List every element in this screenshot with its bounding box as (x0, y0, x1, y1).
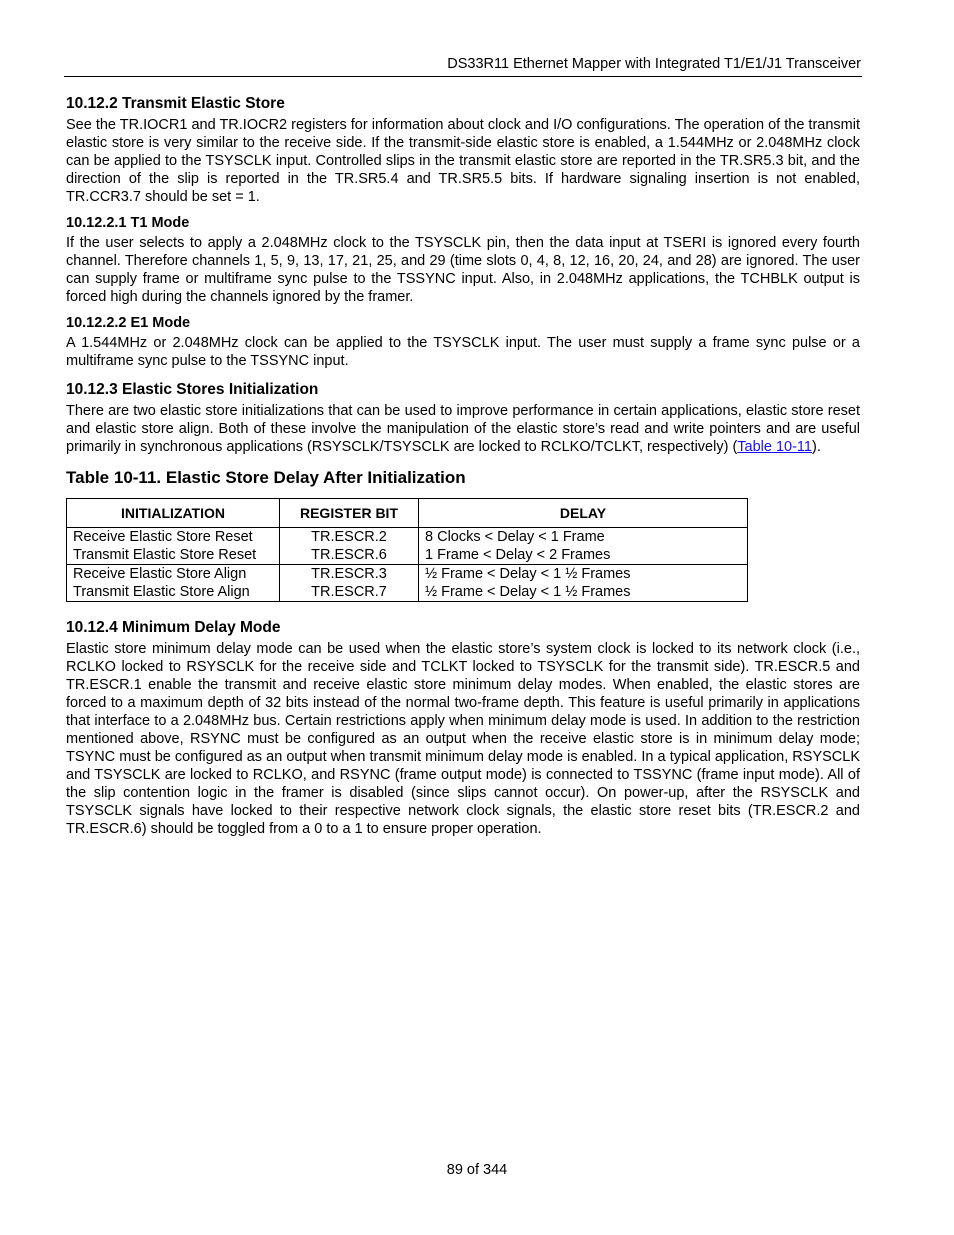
table-header-initialization: INITIALIZATION (67, 499, 280, 528)
elastic-init-text: There are two elastic store initializations that can be used to improve performance in certain applications, elastic store reset and elastic store align. Both of these involve the manipulation of the elastic store’s read and write pointers and are useful primarily in synchronous applications (RSYSCLK/TSYSCLK are locked to RCLKO/TCLKT, respectively) ( (66, 403, 860, 455)
cell-line: Transmit Elastic Store Align (73, 584, 250, 600)
table-cell-initialization (67, 565, 280, 602)
cell-line: ½ Frame < Delay < 1 ½ Frames (425, 584, 631, 600)
section-heading-elastic-init: 10.12.3 Elastic Stores Initialization (66, 381, 319, 398)
section-heading-e1-mode: 10.12.2.2 E1 Mode (66, 315, 191, 331)
section-heading-transmit-elastic-store: 10.12.2 Transmit Elastic Store (66, 95, 285, 112)
cell-line: TR.ESCR.2 (311, 529, 387, 545)
header-rule (64, 76, 862, 77)
table-cell-delay (419, 565, 748, 602)
page-header: DS33R11 Ethernet Mapper with Integrated T1/E1/J1 Transceiver (447, 56, 861, 72)
table-header-delay: DELAY (419, 499, 748, 528)
section-heading-t1-mode: 10.12.2.1 T1 Mode (66, 215, 190, 231)
table-cell-register-bit (280, 528, 419, 565)
table-cell-delay (419, 528, 748, 565)
section-body-transmit-elastic-store: See the TR.IOCR1 and TR.IOCR2 registers for information about clock and I/O configurations. The operation of the transmit elastic store is very similar to the receive side. If the transmit-side elastic store is enabled, a 1.544MHz or 2.048MHz clock can be applied to the TSYSCLK input. Controlled slips in the transmit elastic store are reported in the TR.SR5.3 bit, and the direction of the slip is reported in the TR.SR5.4 and TR.SR5.5 bits. If hardware signaling insertion is not enabled, TR.CCR3.7 should be set = 1. (66, 117, 860, 205)
table-cell-initialization (67, 528, 280, 565)
page-content (66, 94, 860, 838)
table-row (67, 565, 748, 602)
elastic-init-text-end: ). (811, 439, 821, 455)
table-reference-link[interactable]: Table 10-11 (737, 439, 812, 455)
section-body-e1-mode: A 1.544MHz or 2.048MHz clock can be applied to the TSYSCLK input. The user must supply a frame sync pulse or a multiframe sync pulse to the TSSYNC input. (66, 335, 860, 369)
cell-line: 1 Frame < Delay < 2 Frames (425, 547, 611, 563)
cell-line: TR.ESCR.7 (311, 584, 387, 600)
cell-line: Receive Elastic Store Align (73, 566, 247, 582)
cell-line: ½ Frame < Delay < 1 ½ Frames (425, 566, 631, 582)
cell-line: TR.ESCR.6 (311, 547, 387, 563)
section-body-min-delay: Elastic store minimum delay mode can be used when the elastic store’s system clock is locked to its network clock (i.e., RCLKO locked to RSYSCLK for the receive side and TCLKT locked to TSYSCLK for the transmit side). TR.ESCR.5 and TR.ESCR.1 enable the transmit and receive elastic store minimum delay modes. When enabled, the elastic stores are forced to a maximum depth of 32 bits instead of the normal two-frame depth. This feature is useful primarily in applications that interface to a 2.048MHz bus. Certain restrictions apply when minimum delay mode is used. In addition to the restriction mentioned above, RSYNC must be configured as an output when the receive elastic store is in minimum delay mode; TSYNC must be configured as an output when transmit minimum delay mode is enabled. In a typical application, RSYSCLK and TSYSCLK are locked to RCLKO, and RSYNC (frame output mode) is connected to TSSYNC (frame input mode). All of the slip contention logic in the framer is disabled (since slips cannot occur). On power-up, after the RSYSCLK and TSYSCLK signals have locked to their respective network clock signals, the elastic store reset bits (TR.ESCR.2 and TR.ESCR.6) should be toggled from a 0 to a 1 to ensure proper operation. (66, 641, 860, 837)
section-heading-min-delay: 10.12.4 Minimum Delay Mode (66, 619, 281, 636)
cell-line: 8 Clocks < Delay < 1 Frame (425, 529, 605, 545)
cell-line: Transmit Elastic Store Reset (73, 547, 257, 563)
page-number: 89 of 344 (446, 1162, 508, 1178)
section-body-elastic-init (66, 402, 860, 456)
elastic-store-delay-table (66, 498, 748, 602)
cell-line: TR.ESCR.3 (311, 566, 387, 582)
table-header-register-bit: REGISTER BIT (280, 499, 419, 528)
table-row (67, 528, 748, 565)
table-header-row (67, 499, 748, 528)
cell-line: Receive Elastic Store Reset (73, 529, 253, 545)
table-title: Table 10-11. Elastic Store Delay After Initialization (66, 468, 466, 487)
section-body-t1-mode: If the user selects to apply a 2.048MHz clock to the TSYSCLK pin, then the data input at TSERI is ignored every fourth channel. Therefore channels 1, 5, 9, 13, 17, 21, 25, and 29 (time slots 0, 4, 8, 12, 16, 20, 24, and 28) are ignored. The user can supply frame or multiframe sync pulse to the TSSYNC input. Also, in 2.048MHz applications, the TCHBLK output is forced high during the channels ignored by the framer. (66, 235, 860, 305)
table-cell-register-bit (280, 565, 419, 602)
